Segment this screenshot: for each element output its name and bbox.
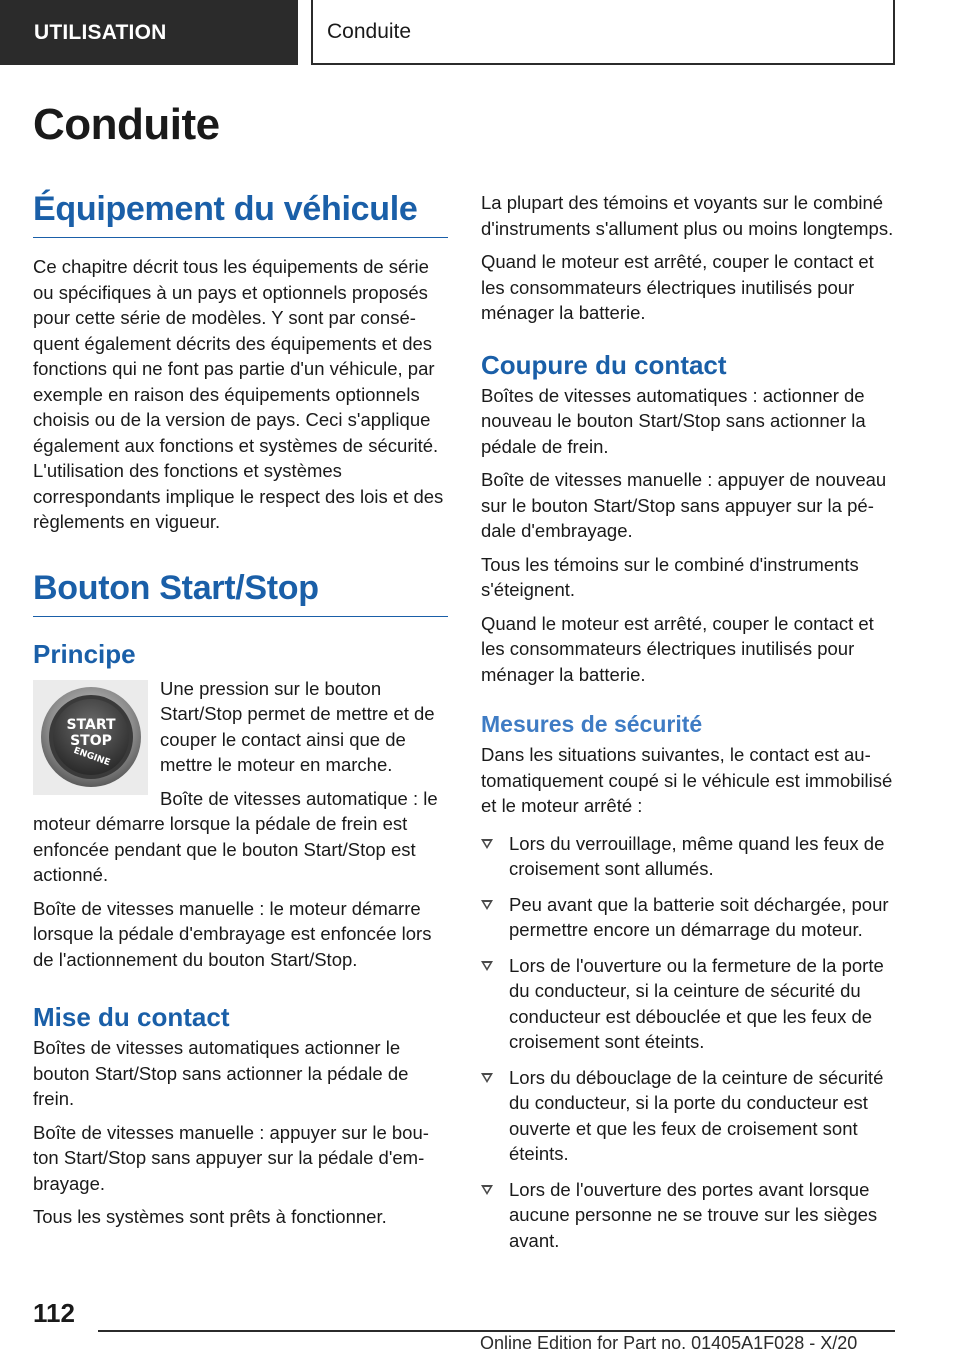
principle-block — [33, 676, 448, 973]
start-stop-button-image — [33, 680, 148, 795]
section-header — [311, 0, 895, 65]
equipment-text: Ce chapitre décrit tous les équipements de série ou spécifiques à un pays et optionnels proposés pour cette série de modèles. Y sont par conséquent également décrits des équipements et des fonctions qui ne font pas partie d'un véhicule, par exemple en raison des équipements optionnels choisis ou de la version de pays. Ceci s'applique également aux fonctions et systèmes de sécurité. L'utilisation des fonctions et systèmes correspondants implique le respect des lois et des règlements en vigueur. — [33, 256, 444, 532]
list-item: Lors de l'ouverture des portes avant lorsque aucune personne ne se trouve sur les sièges avant. — [481, 1177, 896, 1254]
section-label: Conduite — [327, 19, 412, 43]
button-label-stop: STOP — [69, 733, 112, 749]
ignition-on-para-3: Tous les systèmes sont prêts à fonctionner. — [33, 1206, 387, 1227]
right-column — [481, 190, 896, 1263]
page-title: Conduite — [33, 100, 220, 149]
triangle-bullet-icon — [481, 839, 493, 849]
principle-para-2: Boîte de vitesses automatique : le moteur démarre lorsque la pédale de frein est enfoncée pendant que le bouton Start/Stop est actionné. — [33, 787, 438, 885]
principle-para-3: Boîte de vitesses manuelle : le moteur démarre lorsque la pédale d'embrayage est enfoncée lors de l'actionnement du bouton Start/Stop. — [33, 897, 432, 970]
chapter-label: UTILISATION — [34, 20, 167, 44]
principle-para-1: Une pression sur le bouton Start/Stop permet de mettre et de couper le contact ainsi que de mettre le moteur en marche. — [160, 677, 435, 775]
right-para-2: Quand le moteur est arrêté, couper le contact et les consommateurs électriques inutilisés pour ménager la batterie. — [481, 251, 874, 323]
list-item: Lors du verrouillage, même quand les feux de croisement sont allumés. — [481, 831, 896, 882]
triangle-bullet-icon — [481, 961, 493, 971]
ignition-off-para-4: Quand le moteur est arrêté, couper le contact et les consommateurs électriques inutilisés pour ménager la batterie. — [481, 612, 874, 685]
triangle-bullet-icon — [481, 1073, 493, 1083]
safety-intro: Dans les situations suivantes, le contact est automatiquement coupé si le véhicule est immobilisé et le moteur arrêté : — [481, 744, 893, 816]
ignition-off-para-2: Boîte de vitesses manuelle : appuyer de nouveau sur le bouton Start/Stop sans appuyer sur la pédale d'embrayage. — [481, 469, 887, 541]
left-column — [33, 190, 448, 1238]
button-label-start: START — [65, 717, 116, 733]
right-para-1: La plupart des témoins et voyants sur le combiné d'instruments s'allument plus ou moins longtemps. — [481, 192, 894, 239]
heading-safety: Mesures de sécurité — [481, 711, 703, 737]
footer-divider — [98, 1330, 895, 1332]
triangle-bullet-icon — [481, 900, 493, 910]
edition-text: Online Edition for Part no. 01405A1F028 - X/20 — [480, 1333, 858, 1353]
ignition-on-para-1: Boîtes de vitesses automatiques actionner le bouton Start/Stop sans actionner la pédale de frein. — [33, 1037, 409, 1109]
safety-list — [481, 831, 896, 1254]
ignition-on-para-2: Boîte de vitesses manuelle : appuyer sur le bouton Start/Stop sans appuyer sur la pédale d'embrayage. — [33, 1121, 429, 1194]
heading-equipment: Équipement du véhicule — [33, 190, 448, 238]
ignition-off-para-1: Boîtes de vitesses automatiques : actionner de nouveau le bouton Start/Stop sans actionner la pédale de frein. — [481, 384, 866, 457]
ignition-off-para-3: Tous les témoins sur le combiné d'instruments s'éteignent. — [481, 553, 859, 600]
heading-start-stop: Bouton Start/Stop — [33, 569, 448, 617]
start-stop-button-icon — [37, 683, 145, 791]
chapter-tab — [0, 0, 298, 65]
page-number: 112 — [33, 1298, 75, 1328]
heading-ignition-on: Mise du contact — [33, 1002, 230, 1032]
heading-ignition-off: Coupure du contact — [481, 349, 727, 380]
button-label-engine: ENGINE — [71, 745, 111, 769]
heading-principle: Principe — [33, 638, 136, 669]
triangle-bullet-icon — [481, 1185, 493, 1195]
list-item: Peu avant que la batterie soit déchargée, pour permettre encore un démarrage du moteur. — [481, 892, 896, 943]
list-item: Lors de l'ouverture ou la fermeture de la porte du conducteur, si la ceinture de sécurité du conducteur est débouclée et que les feux de croisement sont éteints. — [481, 953, 896, 1055]
list-item: Lors du débouclage de la ceinture de sécurité du conducteur, si la porte du conducteur est ouverte et que les feux de croisement sont éteints. — [481, 1065, 896, 1167]
